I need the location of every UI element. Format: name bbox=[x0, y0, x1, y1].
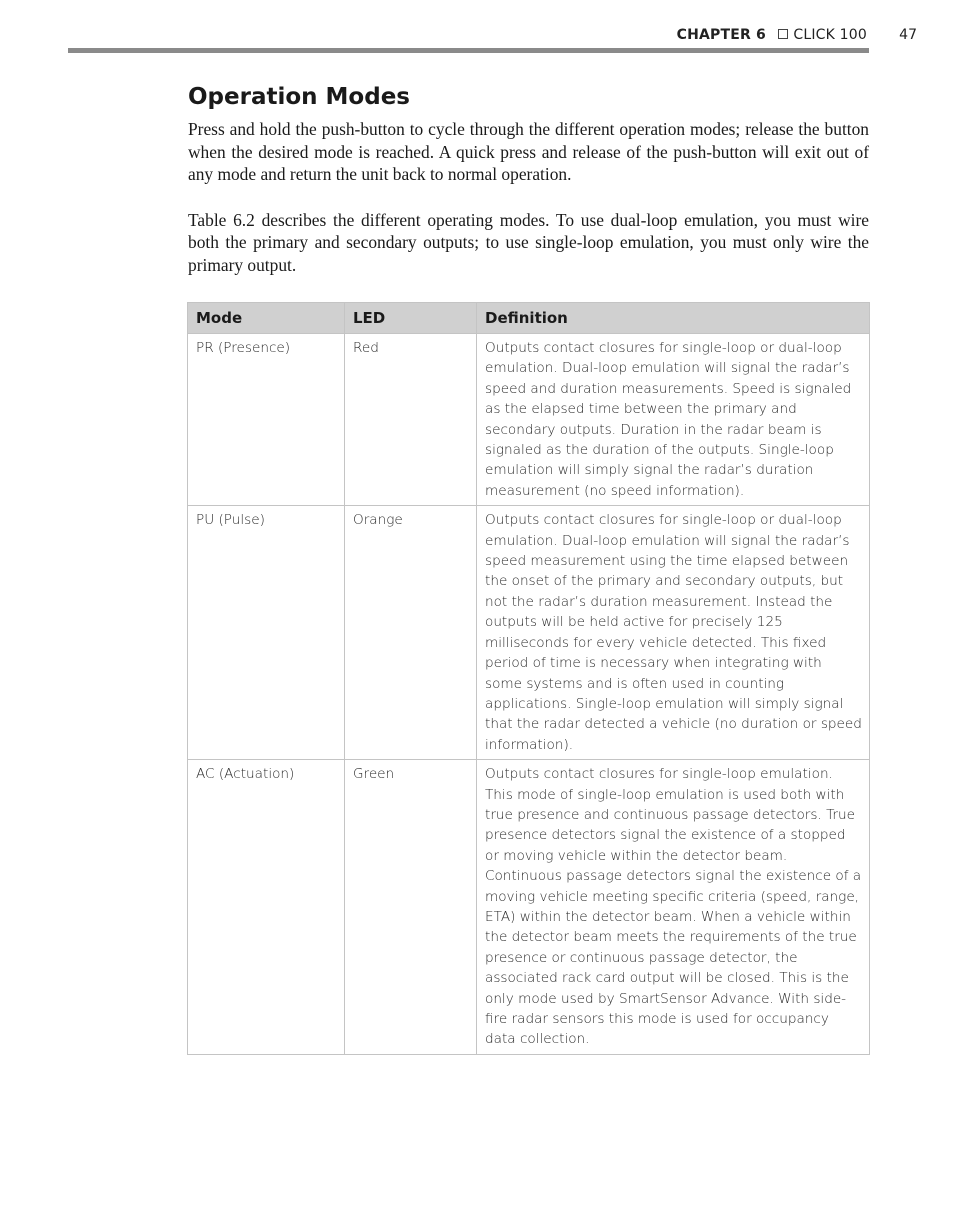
table-header-row bbox=[188, 303, 870, 334]
led-cell: Red bbox=[345, 334, 477, 506]
intro-paragraph: Press and hold the push-button to cycle through the different operation modes; release the button when the desired mode is reached. A quick press and release of the push-button will exit out of any mode and return the unit back to normal operation. bbox=[188, 119, 869, 184]
operation-modes-table bbox=[187, 302, 870, 1055]
header-rule bbox=[68, 48, 869, 53]
mode-cell: AC (Actuation) bbox=[188, 760, 345, 1055]
table-row bbox=[188, 760, 870, 1055]
page-number: 47 bbox=[899, 27, 917, 43]
definition-cell: Outputs contact closures for single-loop emulation. This mode of single-loop emulation is used both with true presence and continuous passage detectors. True presence detectors signal the existence of a stopped or moving vehicle within the detector beam. Continuous passage detectors signal the existence of a moving vehicle meeting specific criteria (speed, range, ETA) within the detector beam. When a vehicle within the detector beam meets the requirements of the true presence or continuous passage detector, the associated rack card output will be closed. This is the only mode used by SmartSensor Advance. With side-fire radar sensors this mode is used for occupancy data collection. bbox=[477, 760, 870, 1055]
product-label: CLICK 100 bbox=[793, 27, 867, 43]
chapter-label: CHAPTER 6 bbox=[676, 27, 766, 43]
section-content bbox=[188, 80, 869, 276]
column-header-definition: Definition bbox=[477, 303, 870, 334]
column-header-mode: Mode bbox=[188, 303, 345, 334]
mode-cell: PU (Pulse) bbox=[188, 506, 345, 760]
definition-cell: Outputs contact closures for single-loop or dual-loop emulation. Dual-loop emulation will signal the radar’s speed and duration measurements. Speed is signaled as the elapsed time between the primary and secondary outputs. Duration in the radar beam is signaled as the duration of the outputs. Single-loop emulation will simply signal the radar’s duration measurement (no speed information). bbox=[477, 334, 870, 506]
definition-cell: Outputs contact closures for single-loop or dual-loop emulation. Dual-loop emulation will signal the radar’s speed measurement using the time elapsed between the onset of the primary and secondary outputs, but not the radar’s duration measurement. Instead the outputs will be held active for precisely 125 milliseconds for every vehicle detected. This fixed period of time is necessary when integrating with some systems and is often used in counting applications. Single-loop emulation will simply signal that the radar detected a vehicle (no duration or speed information). bbox=[477, 506, 870, 760]
table-description-paragraph: Table 6.2 describes the different operating modes. To use dual-loop emulation, you must wire both the primary and secondary outputs; to use single-loop emulation, you must only wire the primary output. bbox=[188, 209, 869, 275]
table-row bbox=[188, 506, 870, 760]
mode-cell: PR (Presence) bbox=[188, 334, 345, 506]
column-header-led: LED bbox=[345, 303, 477, 334]
running-header bbox=[0, 25, 954, 47]
separator-box-icon bbox=[778, 29, 788, 39]
led-cell: Orange bbox=[345, 506, 477, 760]
led-cell: Green bbox=[345, 760, 477, 1055]
section-title: Operation Modes bbox=[188, 84, 410, 110]
table-row bbox=[188, 334, 870, 506]
